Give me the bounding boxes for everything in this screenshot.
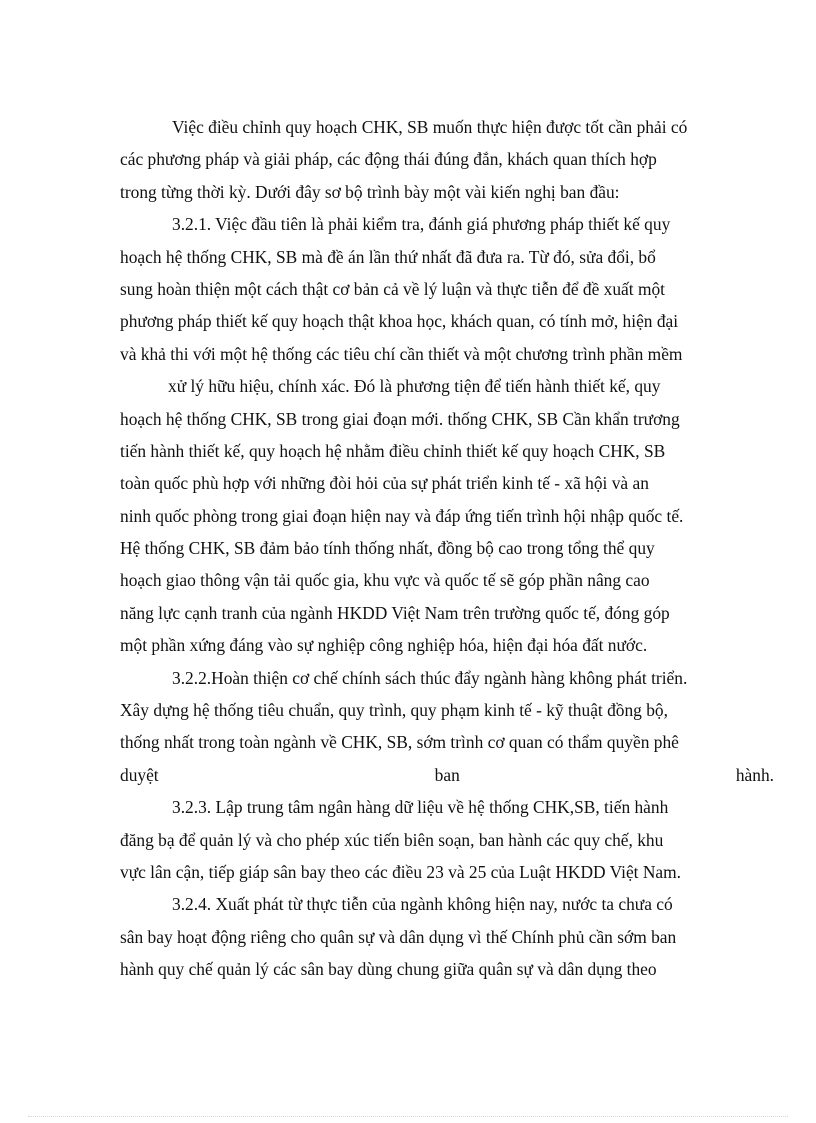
paragraph-line: xử lý hữu hiệu, chính xác. Đó là phương tiện để tiến hành thiết kế, quy [168, 376, 661, 397]
paragraph-line: và khả thi với một hệ thống các tiêu chí cần thiết và một chương trình phần mềm [120, 343, 683, 364]
paragraph-line: 3.2.1. Việc đầu tiên là phải kiểm tra, đánh giá phương pháp thiết kế quy [172, 214, 671, 235]
spread-justified-line [120, 759, 774, 791]
paragraph-line: vực lân cận, tiếp giáp sân bay theo các điều 23 và 25 của Luật HKDD Việt Nam. [120, 861, 681, 882]
paragraph-line: Việc điều chỉnh quy hoạch CHK, SB muốn thực hiện được tốt cần phải có [172, 117, 688, 137]
paragraph-line: hành quy chế quản lý các sân bay dùng chung giữa quân sự và dân dụng theo [120, 959, 657, 980]
paragraph-line: các phương pháp và giải pháp, các động thái đúng đắn, khách quan thích hợp [120, 149, 657, 170]
paragraph-line: 3.2.3. Lập trung tâm ngân hàng dữ liệu về hệ thống CHK,SB, tiến hành [172, 797, 669, 818]
spread-word-3: hành. [735, 764, 774, 785]
paragraph-line: thống nhất trong toàn ngành về CHK, SB, sớm trình cơ quan có thẩm quyền phê [120, 732, 679, 753]
paragraph-line: hoạch giao thông vận tải quốc gia, khu vực và quốc tế sẽ góp phần nâng cao [120, 570, 650, 591]
paragraph-line: phương pháp thiết kế quy hoạch thật khoa học, khách quan, có tính mở, hiện đại [120, 311, 679, 332]
paragraph-line: Hệ thống CHK, SB đảm bảo tính thống nhất, đồng bộ cao trong tổng thể quy [120, 538, 655, 559]
paragraph-line: hoạch hệ thống CHK, SB mà đề án lần thứ nhất đã đưa ra. Từ đó, sửa đổi, bổ [120, 246, 656, 267]
paragraph-line: 3.2.2.Hoàn thiện cơ chế chính sách thúc đẩy ngành hàng không phát triển. [172, 667, 688, 688]
spread-word-2: ban [434, 764, 460, 785]
paragraph-line: hoạch hệ thống CHK, SB trong giai đoạn mới. thống CHK, SB Cần khẩn trương [120, 408, 680, 429]
paragraph-line: một phần xứng đáng vào sự nghiệp công nghiệp hóa, hiện đại hóa đất nước. [120, 635, 648, 656]
paragraph-line: sân bay hoạt động riêng cho quân sự và dân dụng vì thế Chính phủ cần sớm ban [120, 926, 677, 947]
paragraph-line: toàn quốc phù hợp với những đòi hỏi của sự phát triển kinh tế - xã hội và an [120, 473, 649, 494]
paragraph-line: sung hoàn thiện một cách thật cơ bản cả về lý luận và thực tiễn để đề xuất một [120, 278, 666, 299]
paragraph-line: Xây dựng hệ thống tiêu chuẩn, quy trình, quy phạm kinh tế - kỹ thuật đồng bộ, [120, 700, 668, 721]
paragraph-line: 3.2.4. Xuất phát từ thực tiễn của ngành không hiện nay, nước ta chưa có [172, 894, 673, 915]
paragraph-line: tiến hành thiết kế, quy hoạch hệ nhằm điều chỉnh thiết kế quy hoạch CHK, SB [120, 440, 666, 461]
page-bottom-dotted-border [28, 1116, 788, 1117]
paragraph-line: đăng bạ để quản lý và cho phép xúc tiến biên soạn, ban hành các quy chế, khu [120, 829, 664, 850]
paragraph-line: năng lực cạnh tranh của ngành HKDD Việt Nam trên trường quốc tế, đóng góp [120, 602, 670, 623]
document-body [120, 111, 774, 986]
paragraph-line: ninh quốc phòng trong giai đoạn hiện nay và đáp ứng tiến trình hội nhập quốc tế. [120, 505, 684, 526]
spread-word-1: duyệt [120, 764, 159, 785]
paragraph-line: trong từng thời kỳ. Dưới đây sơ bộ trình bày một vài kiến nghị ban đầu: [120, 181, 620, 202]
